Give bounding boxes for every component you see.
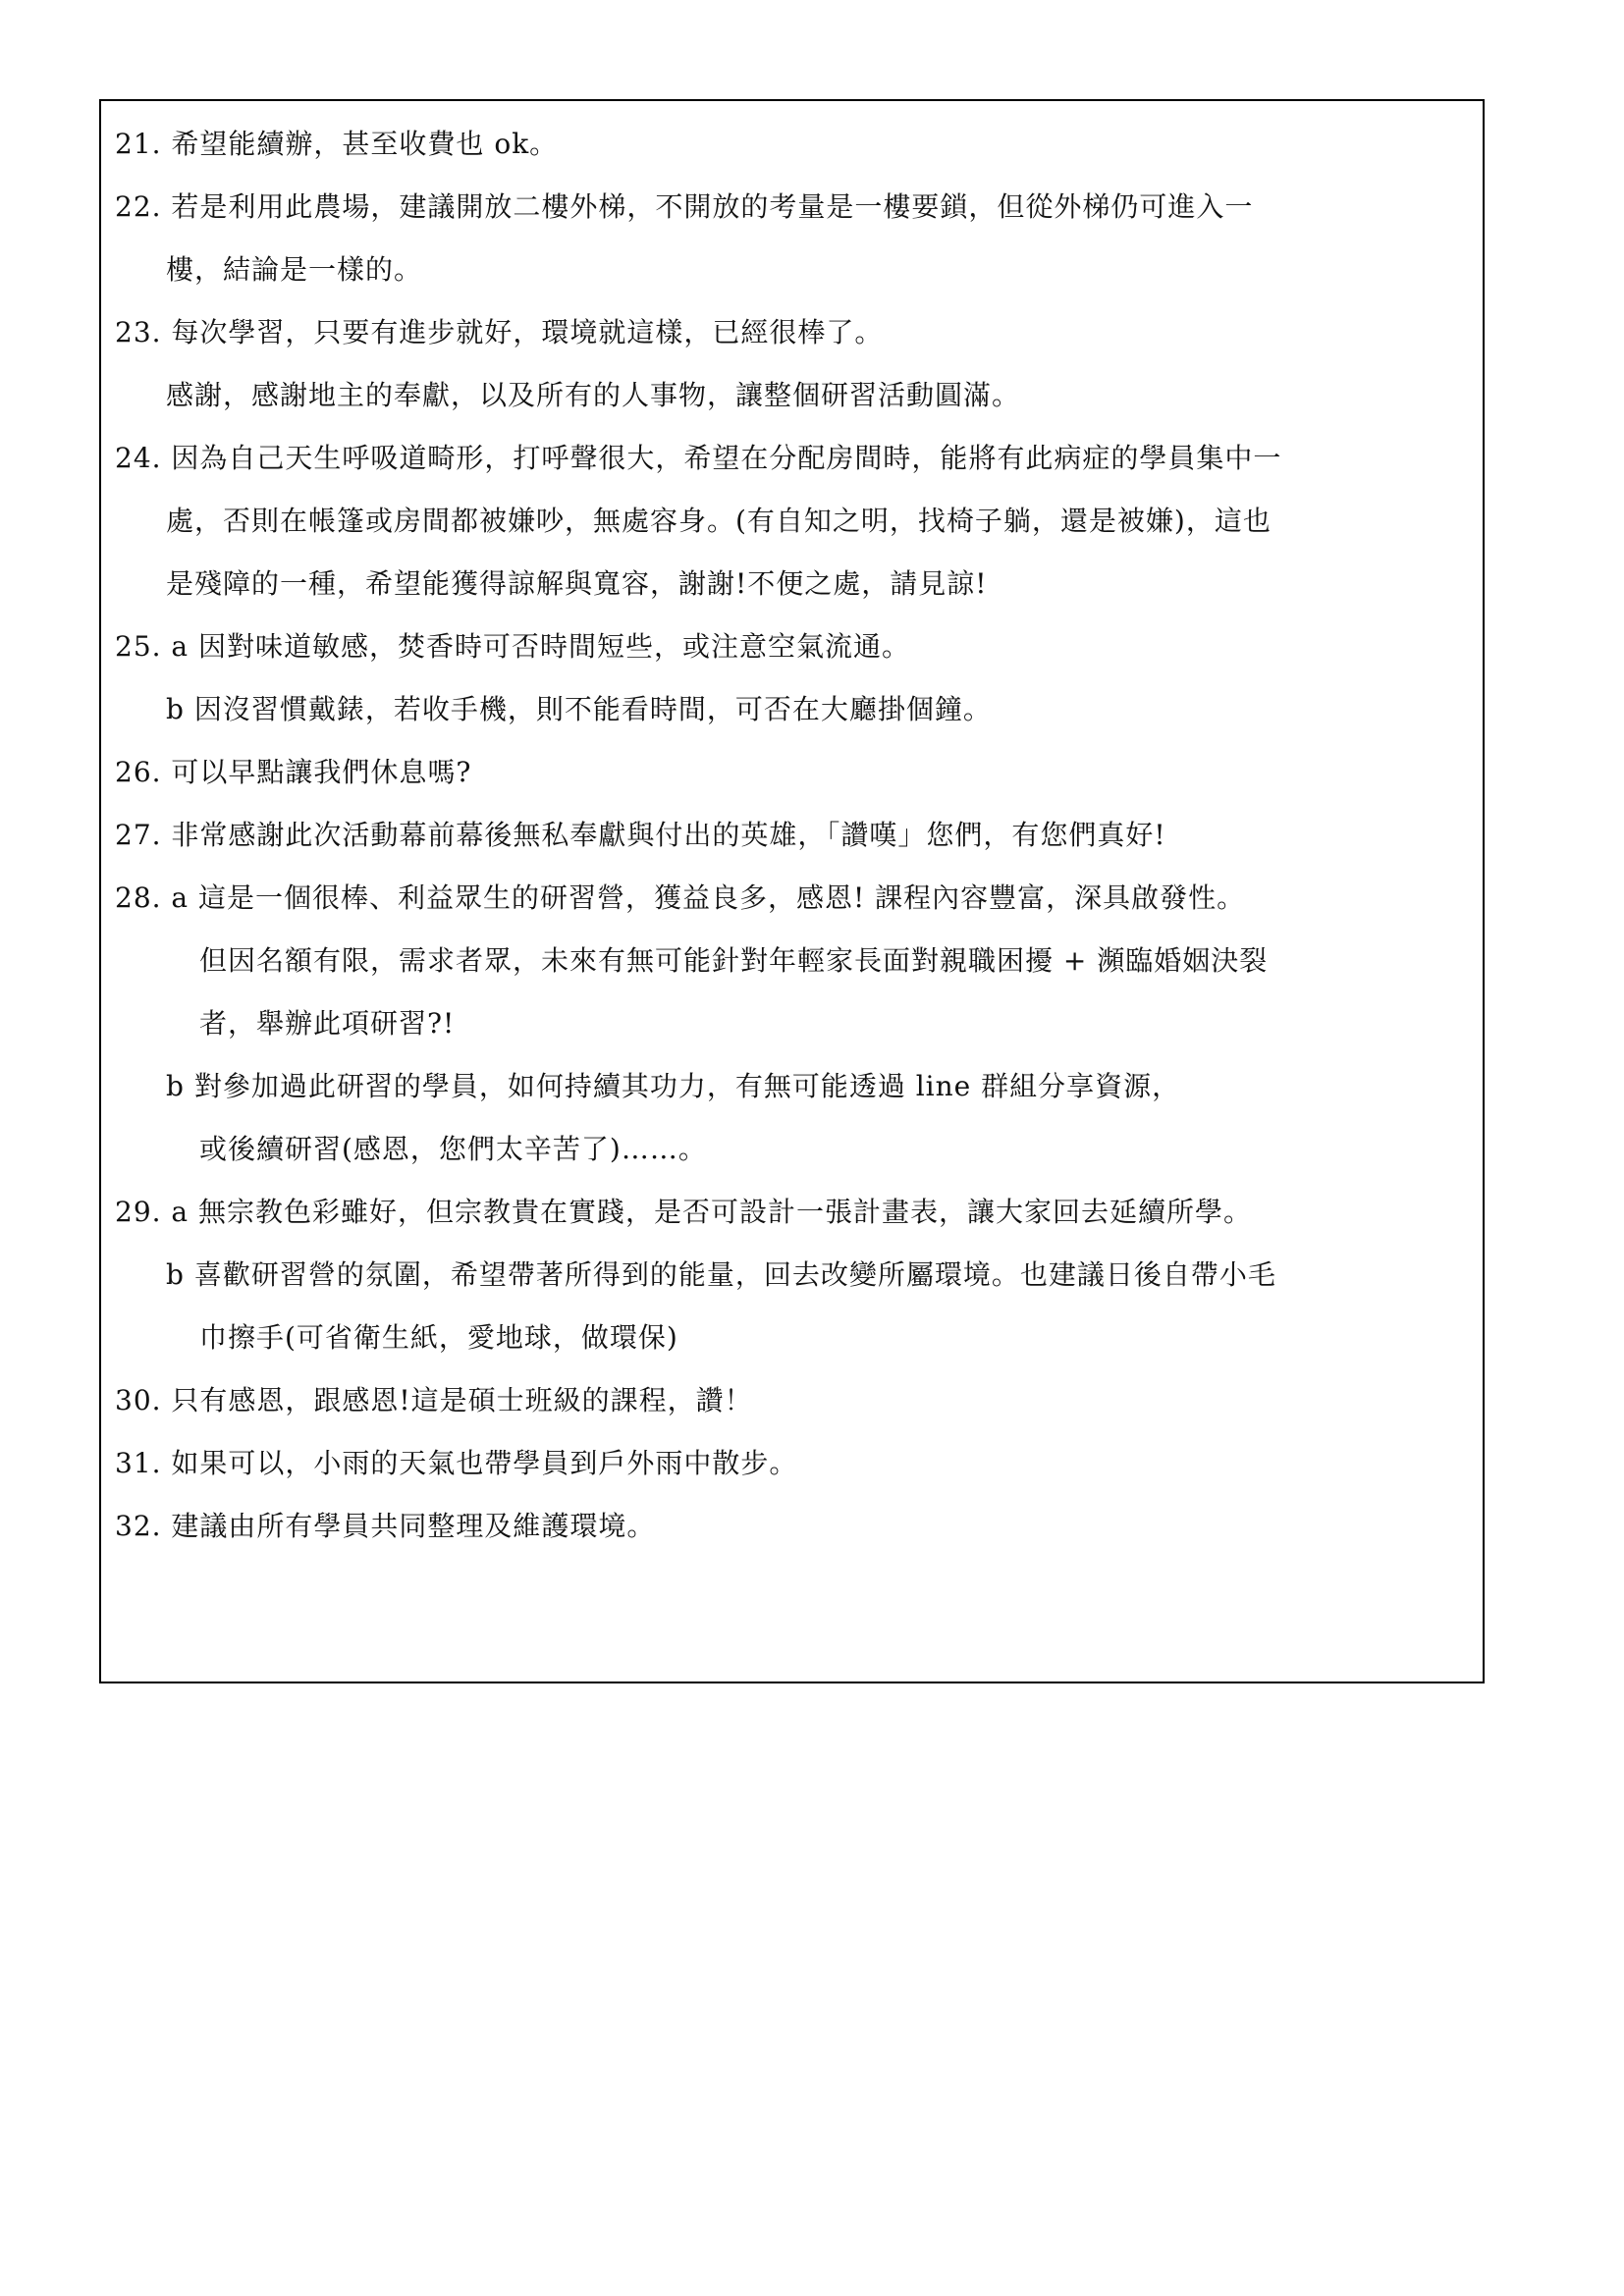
item-28a-cont-2: 者，舉辦此項研習?!	[199, 1007, 456, 1040]
item-29b-cont: 巾擦手(可省衛生紙，愛地球，做環保)	[199, 1321, 678, 1354]
item-27: 27. 非常感謝此次活動幕前幕後無私奉獻與付出的英雄，「讚嘆」您們，有您們真好!	[115, 819, 1166, 851]
item-28a: 28. a 這是一個很棒、利益眾生的研習營，獲益良多，感恩! 課程內容豐富，深具啟發性。	[115, 881, 1246, 914]
item-24-cont-1: 處，否則在帳篷或房間都被嫌吵，無處容身。(有自知之明，找椅子躺，還是被嫌)，這也	[166, 505, 1272, 537]
item-21: 21. 希望能續辦，甚至收費也 ok。	[115, 128, 559, 160]
item-25a: 25. a 因對味道敏感，焚香時可否時間短些，或注意空氣流通。	[115, 630, 911, 663]
item-22: 22. 若是利用此農場，建議開放二樓外梯，不開放的考量是一樓要鎖，但從外梯仍可進入一	[115, 190, 1254, 223]
item-29b: b 喜歡研習營的氛圍，希望帶著所得到的能量，回去改變所屬環境。也建議日後自帶小毛	[166, 1258, 1276, 1291]
item-23-cont: 感謝，感謝地主的奉獻，以及所有的人事物，讓整個研習活動圓滿。	[166, 379, 1021, 411]
item-22-cont: 樓，結論是一樣的。	[166, 253, 423, 286]
item-23: 23. 每次學習，只要有進步就好，環境就這樣，已經很棒了。	[115, 316, 884, 348]
item-24: 24. 因為自己天生呼吸道畸形，打呼聲很大，希望在分配房間時，能將有此病症的學員集中一	[115, 442, 1282, 474]
item-30: 30. 只有感恩，跟感恩!這是碩士班級的課程，讚！	[115, 1384, 753, 1416]
item-26: 26. 可以早點讓我們休息嗎?	[115, 756, 472, 788]
item-32: 32. 建議由所有學員共同整理及維護環境。	[115, 1510, 656, 1542]
item-31: 31. 如果可以，小雨的天氣也帶學員到戶外雨中散步。	[115, 1447, 798, 1479]
item-28b-cont: 或後續研習(感恩，您們太辛苦了)……。	[199, 1133, 707, 1165]
item-29a: 29. a 無宗教色彩雖好，但宗教貴在實踐，是否可設計一張計畫表，讓大家回去延續所學。	[115, 1196, 1253, 1228]
item-28a-cont-1: 但因名額有限，需求者眾，未來有無可能針對年輕家長面對親職困擾 + 瀕臨婚姻決裂	[199, 944, 1269, 977]
item-24-cont-2: 是殘障的一種，希望能獲得諒解與寬容，謝謝!不便之處，請見諒!	[166, 567, 988, 600]
item-28b: b 對參加過此研習的學員，如何持續其功力，有無可能透過 line 群組分享資源，	[166, 1070, 1181, 1102]
feedback-box	[99, 99, 1485, 1683]
item-25b: b 因沒習慣戴錶，若收手機，則不能看時間，可否在大廳掛個鐘。	[166, 693, 992, 725]
